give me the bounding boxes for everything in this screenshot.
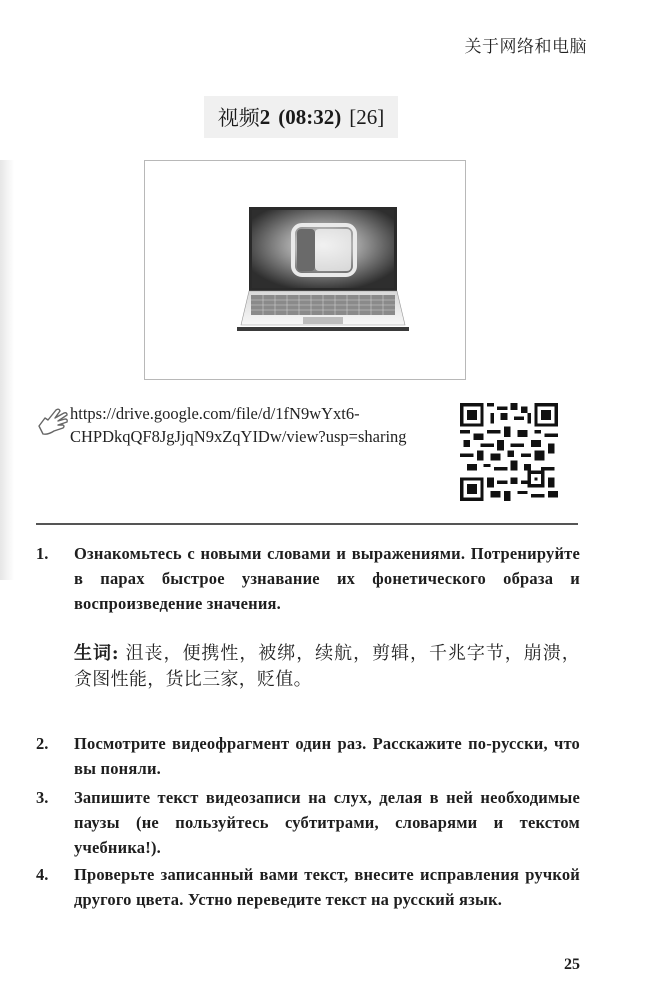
vocabulary-list: [74, 641, 580, 693]
video-url-line1[interactable]: https://drive.google.com/file/d/1fN9wYxt6-: [70, 404, 360, 423]
page-number: 25: [564, 956, 580, 973]
video-duration: (08:32): [278, 104, 342, 129]
vocabulary-words: 沮丧，便携性，被绑，续航，剪辑，千兆字节，崩溃，贪图性能，货比三家，贬值。: [74, 643, 580, 690]
vocabulary-label: 生词:: [74, 643, 119, 664]
qr-code-icon[interactable]: [457, 403, 561, 501]
pointing-hand-icon: [36, 406, 70, 438]
task-text: Проверьте записанный вами текст, внесите исправления ручкой другого цвета. Устно переведите текст на русский язык.: [74, 865, 580, 909]
section-divider: [36, 523, 578, 525]
video-title-label: 视频: [217, 106, 260, 130]
task-text: Ознакомьтесь с новыми словами и выражениями. Потренируйте в парах быстрое узнавание их фонетического образа и воспроизведение значения.: [74, 544, 580, 613]
task-3: [36, 785, 580, 860]
task-4: [36, 862, 580, 912]
video-title: [204, 96, 398, 138]
running-head: 关于网络和电脑: [464, 37, 587, 57]
video-url-line2[interactable]: CHPDkqQF8JgJjqN9xZqYIDw/view?usp=sharing: [70, 427, 407, 446]
video-url[interactable]: [70, 402, 407, 448]
task-number: 1.: [36, 544, 49, 563]
task-text: Посмотрите видеофрагмент один раз. Расскажите по-русски, что вы поняли.: [74, 734, 580, 778]
task-number: 4.: [36, 865, 49, 884]
task-text: Запишите текст видеозаписи на слух, делая в ней необходимые паузы (не пользуйтесь субтитрами, словарями и текстом учебника!).: [74, 788, 580, 857]
laptop-image: [237, 207, 409, 337]
task-number: 3.: [36, 788, 49, 807]
video-number: 2: [259, 104, 271, 129]
video-reference: [26]: [349, 104, 385, 129]
task-2: [36, 731, 580, 781]
page-edge-shadow: [0, 160, 14, 580]
task-1: [36, 541, 580, 616]
video-thumbnail: [144, 160, 466, 380]
task-number: 2.: [36, 734, 49, 753]
